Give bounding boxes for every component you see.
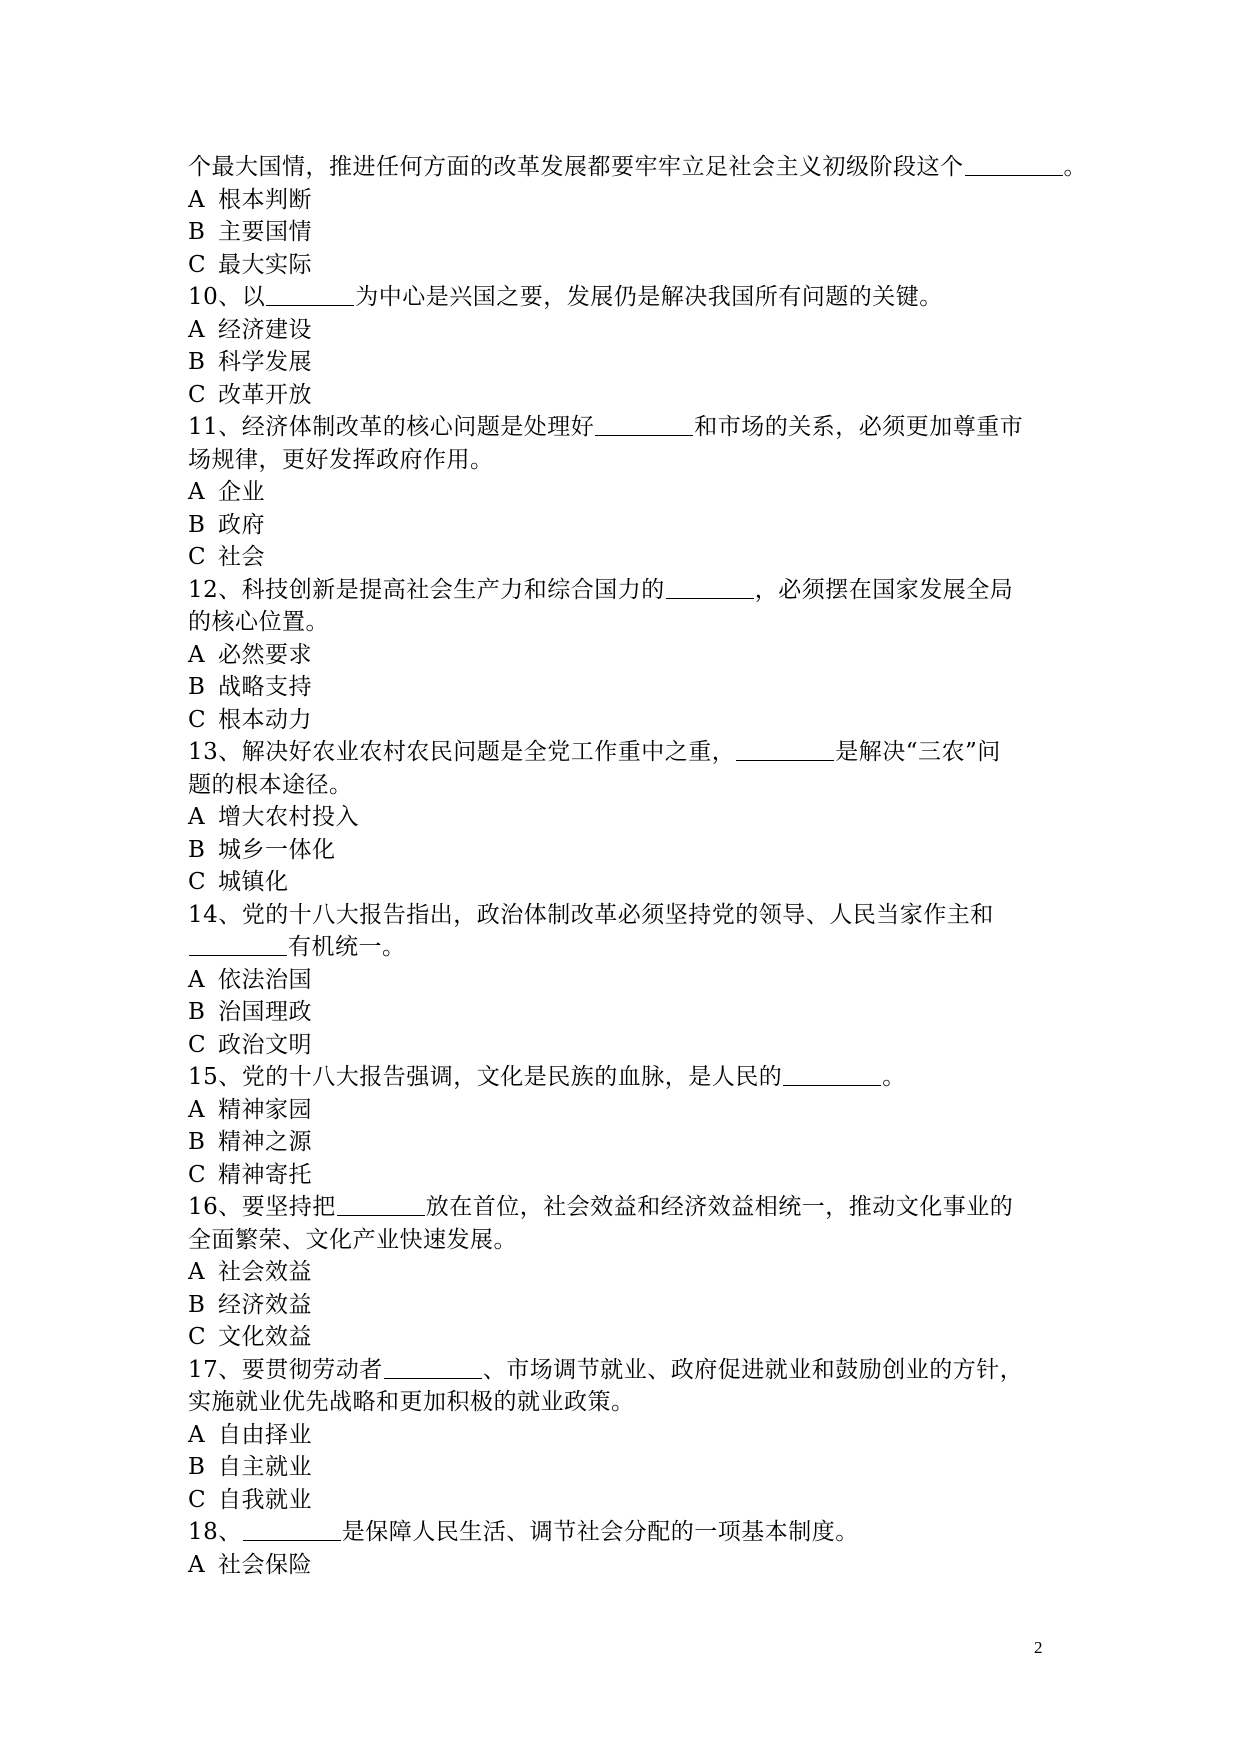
fill-in-blank: [189, 933, 287, 956]
option-text: 最大实际: [218, 251, 312, 278]
question-text: 实施就业优先战略和更加积极的就业政策。: [188, 1389, 635, 1415]
answer-option: [188, 216, 1128, 249]
option-text: 战略支持: [218, 674, 312, 700]
option-letter: A: [188, 1551, 206, 1578]
answer-option: [188, 1419, 1128, 1452]
option-letter: C: [188, 1031, 207, 1058]
question-text: 10、以: [188, 284, 266, 310]
question-text: 15、党的十八大报告强调，文化是民族的血脉，是人民的: [188, 1064, 783, 1090]
fill-in-blank: [384, 1356, 482, 1379]
option-text: 根本动力: [218, 706, 312, 733]
answer-option: [188, 1484, 1128, 1517]
answer-option: [188, 314, 1128, 347]
question-list: [188, 151, 1128, 1581]
option-text: 科学发展: [218, 349, 312, 375]
answer-option: [188, 834, 1128, 867]
option-text: 改革开放: [218, 381, 312, 408]
answer-option: [188, 249, 1128, 282]
answer-option: [188, 801, 1128, 834]
answer-option: [188, 964, 1128, 997]
question-line: [188, 931, 1128, 964]
option-letter: B: [188, 511, 206, 538]
question-line: [188, 574, 1128, 607]
question-line: [188, 1224, 1128, 1257]
option-text: 自由择业: [218, 1421, 312, 1448]
answer-option: [188, 1289, 1128, 1322]
answer-option: [188, 866, 1128, 899]
page-number: 2: [1034, 1638, 1043, 1657]
question-text: 有机统一。: [288, 934, 406, 960]
question-text: 的核心位置。: [188, 609, 329, 635]
option-text: 自主就业: [218, 1454, 312, 1480]
question-line: [188, 1354, 1128, 1387]
option-text: 精神之源: [218, 1129, 312, 1155]
question-text: 12、科技创新是提高社会生产力和综合国力的: [188, 576, 665, 603]
fill-in-blank: [736, 738, 834, 761]
answer-option: [188, 509, 1128, 542]
option-letter: B: [188, 1291, 206, 1318]
answer-option: [188, 996, 1128, 1029]
question-text: 为中心是兴国之要，发展仍是解决我国所有问题的关键。: [355, 284, 943, 310]
answer-option: [188, 1256, 1128, 1289]
option-text: 精神家园: [218, 1096, 312, 1123]
option-text: 必然要求: [218, 641, 312, 668]
option-letter: C: [188, 706, 207, 733]
option-letter: B: [188, 1454, 206, 1480]
option-letter: C: [188, 544, 207, 570]
option-text: 城乡一体化: [218, 836, 336, 863]
question-text: 11、经济体制改革的核心问题是处理好: [188, 414, 595, 440]
question-text: 。: [1063, 154, 1087, 180]
option-letter: B: [188, 1129, 206, 1155]
question-line: [188, 899, 1128, 932]
option-text: 自我就业: [218, 1486, 312, 1513]
answer-option: [188, 671, 1128, 704]
answer-option: [188, 541, 1128, 574]
fill-in-blank: [965, 153, 1063, 176]
question-text: 18、: [188, 1519, 242, 1545]
option-text: 增大农村投入: [218, 804, 359, 830]
option-text: 政治文明: [218, 1031, 312, 1058]
fill-in-blank: [783, 1063, 881, 1086]
option-letter: B: [188, 674, 206, 700]
question-line: [188, 444, 1128, 477]
option-letter: C: [188, 251, 207, 278]
answer-option: [188, 346, 1128, 379]
option-letter: A: [188, 641, 206, 668]
question-text: ，必须摆在国家发展全局: [754, 576, 1014, 603]
question-line: [188, 411, 1128, 444]
question-text: 。: [882, 1064, 906, 1090]
answer-option: [188, 1094, 1128, 1127]
answer-option: [188, 1451, 1128, 1484]
option-letter: A: [188, 1096, 206, 1123]
answer-option: [188, 1549, 1128, 1582]
question-line: [188, 151, 1128, 184]
answer-option: [188, 379, 1128, 412]
option-text: 社会: [218, 544, 265, 570]
fill-in-blank: [337, 1193, 425, 1216]
fill-in-blank: [266, 283, 354, 306]
question-text: 个最大国情，推进任何方面的改革发展都要牢牢立足社会主义初级阶段这个: [188, 154, 964, 180]
question-line: [188, 606, 1128, 639]
fill-in-blank: [666, 576, 754, 599]
answer-option: [188, 184, 1128, 217]
option-text: 企业: [218, 479, 265, 505]
question-text: 和市场的关系，必须更加尊重市: [694, 414, 1024, 440]
answer-option: [188, 1159, 1128, 1192]
option-letter: C: [188, 381, 207, 408]
question-text: 13、解决好农业农村农民问题是全党工作重中之重，: [188, 739, 736, 765]
question-text: 是保障人民生活、调节社会分配的一项基本制度。: [341, 1519, 859, 1545]
option-letter: C: [188, 1486, 207, 1513]
option-letter: B: [188, 999, 206, 1025]
option-text: 社会效益: [218, 1259, 312, 1285]
question-text: 场规律，更好发挥政府作用。: [188, 446, 494, 473]
question-line: [188, 736, 1128, 769]
question-line: [188, 1386, 1128, 1419]
option-letter: B: [188, 836, 206, 863]
answer-option: [188, 704, 1128, 737]
option-text: 主要国情: [218, 219, 312, 245]
option-letter: C: [188, 1324, 207, 1350]
fill-in-blank: [595, 413, 693, 436]
question-line: [188, 281, 1128, 314]
option-text: 文化效益: [218, 1324, 312, 1350]
answer-option: [188, 1126, 1128, 1159]
option-text: 根本判断: [218, 186, 312, 213]
option-letter: A: [188, 186, 206, 213]
option-letter: A: [188, 316, 206, 343]
question-text: 17、要贯彻劳动者: [188, 1356, 383, 1383]
option-letter: A: [188, 1421, 206, 1448]
question-line: [188, 1191, 1128, 1224]
question-text: 题的根本途径。: [188, 771, 353, 798]
option-text: 政府: [218, 511, 265, 538]
question-line: [188, 1516, 1128, 1549]
answer-option: [188, 1321, 1128, 1354]
answer-option: [188, 476, 1128, 509]
question-text: 是解决“三农”问: [835, 739, 1001, 765]
question-line: [188, 1061, 1128, 1094]
option-text: 治国理政: [218, 999, 312, 1025]
option-letter: A: [188, 804, 206, 830]
option-letter: B: [188, 349, 206, 375]
option-letter: C: [188, 869, 207, 895]
option-letter: A: [188, 966, 206, 993]
option-letter: A: [188, 479, 206, 505]
option-text: 城镇化: [218, 869, 289, 895]
question-text: 放在首位，社会效益和经济效益相统一，推动文化事业的: [425, 1194, 1014, 1220]
option-text: 依法治国: [218, 966, 312, 993]
question-line: [188, 769, 1128, 802]
question-text: 、市场调节就业、政府促进就业和鼓励创业的方针，: [482, 1356, 1024, 1383]
option-text: 精神寄托: [218, 1161, 312, 1188]
fill-in-blank: [243, 1518, 341, 1541]
question-text: 16、要坚持把: [188, 1194, 336, 1220]
option-letter: A: [188, 1259, 206, 1285]
option-text: 经济效益: [218, 1291, 312, 1318]
option-text: 社会保险: [218, 1551, 312, 1578]
option-text: 经济建设: [218, 316, 312, 343]
option-letter: B: [188, 219, 206, 245]
question-text: 14、党的十八大报告指出，政治体制改革必须坚持党的领导、人民当家作主和: [188, 901, 994, 928]
answer-option: [188, 639, 1128, 672]
answer-option: [188, 1029, 1128, 1062]
option-letter: C: [188, 1161, 207, 1188]
question-text: 全面繁荣、文化产业快速发展。: [188, 1226, 517, 1253]
